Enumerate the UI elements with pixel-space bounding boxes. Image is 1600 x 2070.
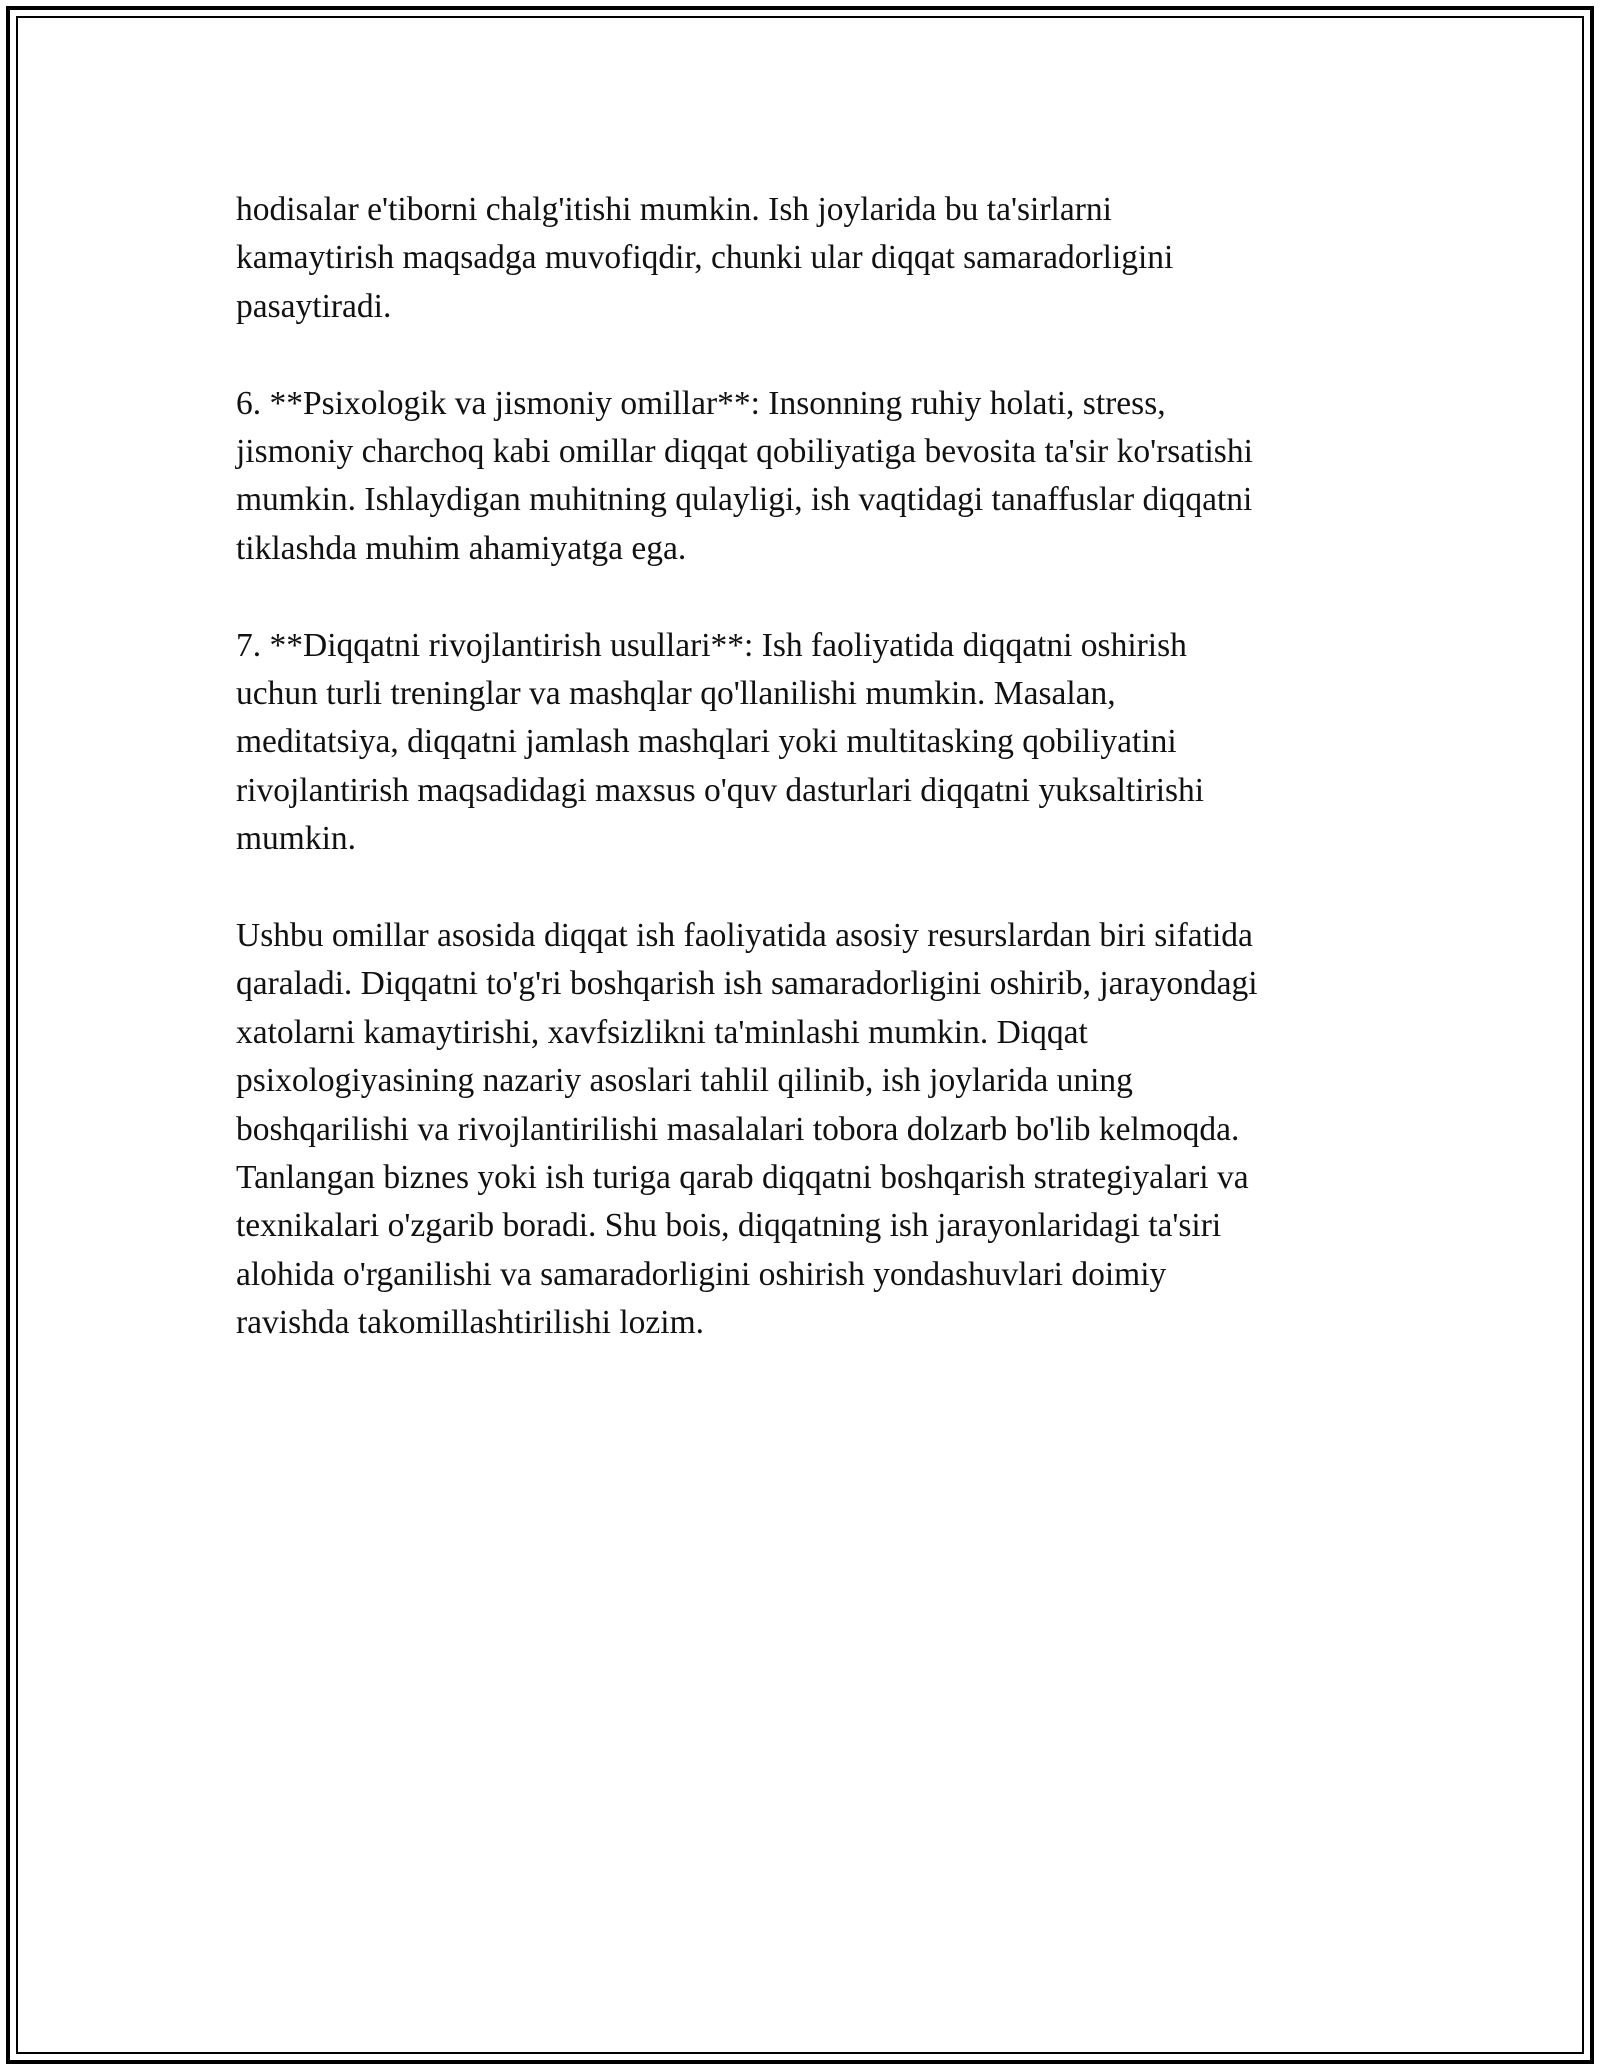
document-body bbox=[236, 186, 1366, 1396]
paragraph-conclusion: Ushbu omillar asosida diqqat ish faoliyatida asosiy resurslardan biri sifatida qaraladi. Diqqatni to'g'ri boshqarish ish samaradorligini oshirib, jarayondagi xatolarni kamaytirishi, xavfsizlikni ta'minlashi mumkin. Diqqat psixologiyasining nazariy asoslari tahlil qilinib, ish joylarida uning boshqarilishi va rivojlantirilishi masalalari tobora dolzarb bo'lib kelmoqda. Tanlangan biznes yoki ish turiga qarab diqqatni boshqarish strategiyalari va texnikalari o'zgarib boradi. Shu bois, diqqatning ish jarayonlaridagi ta'siri alohida o'rganilishi va samaradorligini oshirish yondashuvlari doimiy ravishda takomillashtirilishi lozim. bbox=[236, 917, 1258, 1342]
paragraph-attention-development: 7. **Diqqatni rivojlantirish usullari**: Ish faoliyatida diqqatni oshirish uchun turli treninglar va mashqlar qo'llanilishi mumkin. Masalan, meditatsiya, diqqatni jamlash mashqlari yoki multitasking qobiliyatini rivojlantirish maqsadidagi maxsus o'quv dasturlari diqqatni yuksaltirishi mumkin. bbox=[236, 626, 1205, 858]
paragraph-distractions-continued: hodisalar e'tiborni chalg'itishi mumkin. Ish joylarida bu ta'sirlarni kamaytirish maqsadga muvofiqdir, chunki ular diqqat samaradorligini pasaytiradi. bbox=[236, 191, 1174, 325]
paragraph-psychological-factors: 6. **Psixologik va jismoniy omillar**: Insonning ruhiy holati, stress, jismoniy charchoq kabi omillar diqqat qobiliyatiga bevosita ta'sir ko'rsatishi mumkin. Ishlaydigan muhitning qulayligi, ish vaqtidagi tanaffuslar diqqatni tiklashda muhim ahamiyatga ega. bbox=[236, 384, 1253, 567]
